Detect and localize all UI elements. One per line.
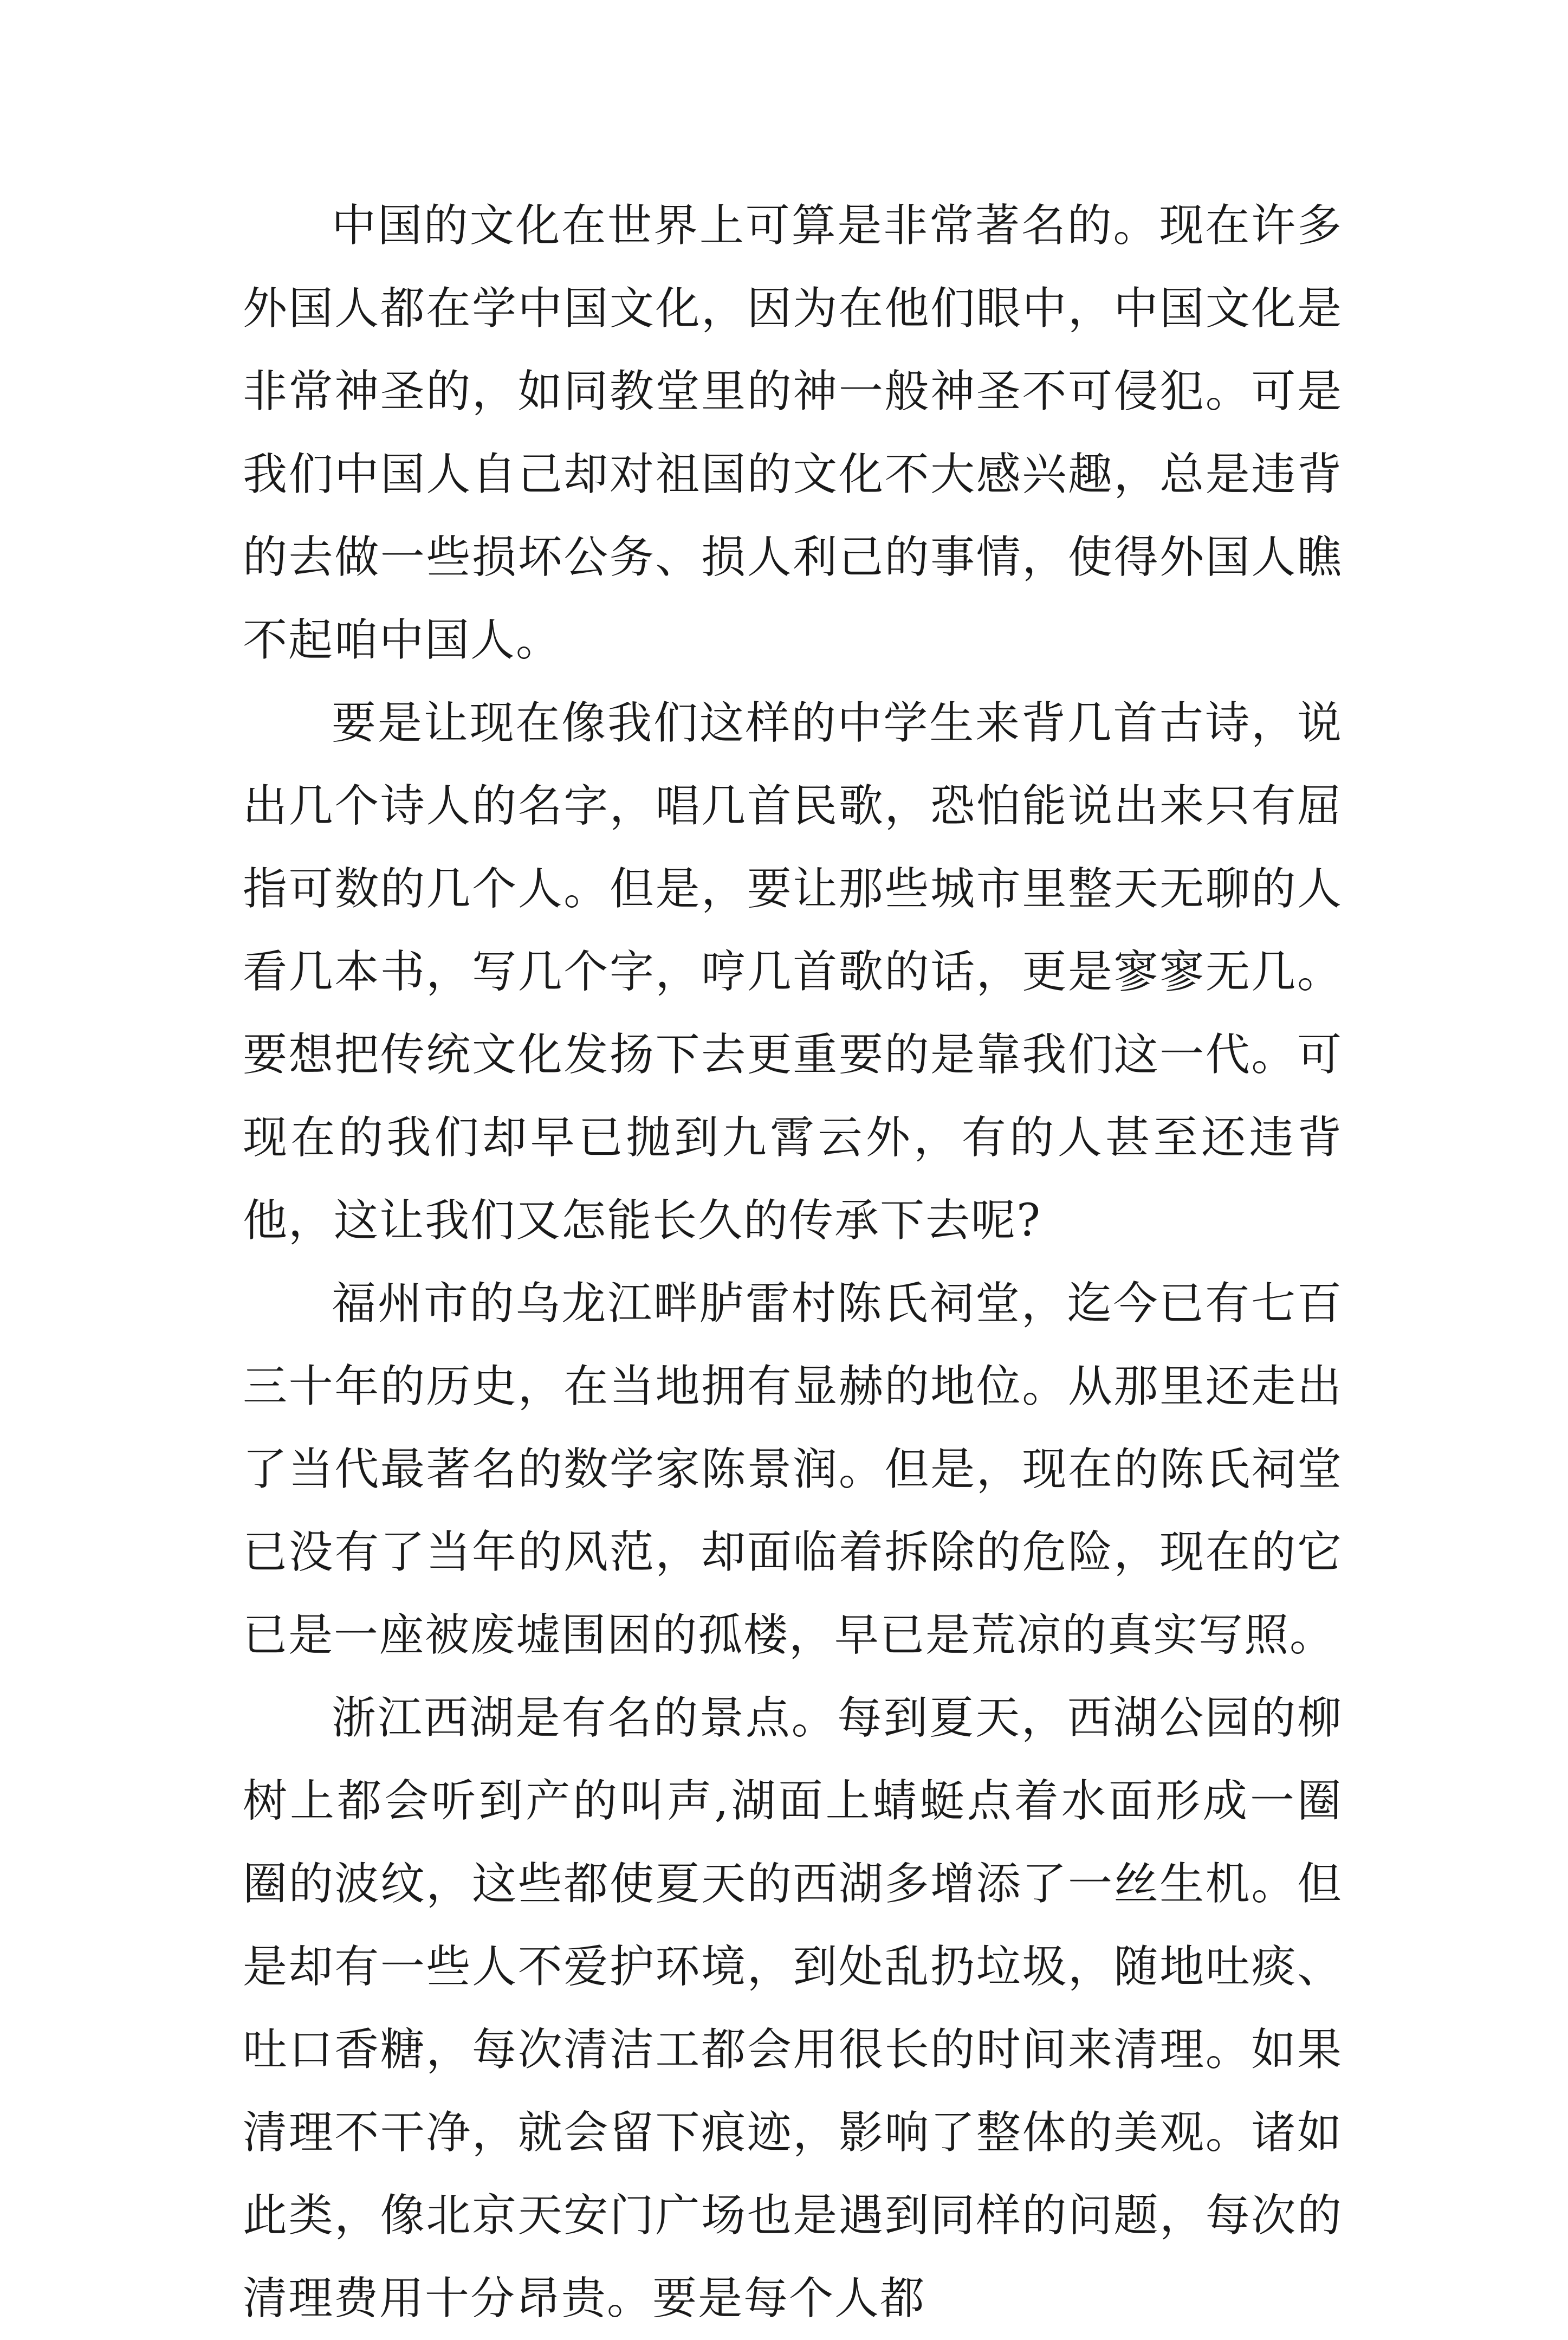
paragraph-chen-ancestral-hall: 福州市的乌龙江畔胪雷村陈氏祠堂，迄今已有七百三十年的历史，在当地拥有显赫的地位。从那里还走出了当代最著名的数学家陈景润。但是，现在的陈氏祠堂已没有了当年的风范，却面临着拆除的危险，现在的它已是一座被废墟围困的孤楼，早已是荒凉的真实写照。 bbox=[243, 1278, 1343, 1661]
paragraph-culture-intro: 中国的文化在世界上可算是非常著名的。现在许多外国人都在学中国文化，因为在他们眼中，中国文化是非常神圣的，如同教堂里的神一般神圣不可侵犯。可是我们中国人自己却对祖国的文化不大感兴趣，总是违背的去做一些损坏公务、损人利己的事情，使得外国人瞧不起咱中国人。 bbox=[243, 200, 1343, 666]
body-text bbox=[243, 184, 1343, 2340]
paragraph-students-poetry: 要是让现在像我们这样的中学生来背几首古诗，说出几个诗人的名字，唱几首民歌，恐怕能说出来只有屈指可数的几个人。但是，要让那些城市里整天无聊的人看几本书，写几个字，哼几首歌的话，更是寥寥无几。要想把传统文化发扬下去更重要的是靠我们这一代。可现在的我们却早已抛到九霄云外，有的人甚至还违背他，这让我们又怎能长久的传承下去呢? bbox=[243, 697, 1343, 1246]
paragraph-west-lake: 浙江西湖是有名的景点。每到夏天，西湖公园的柳树上都会听到产的叫声,湖面上蜻蜓点着水面形成一圈圈的波纹，这些都使夏天的西湖多增添了一丝生机。但是却有一些人不爱护环境，到处乱扔垃圾，随地吐痰、吐口香糖，每次清洁工都会用很长的时间来清理。如果清理不干净，就会留下痕迹，影响了整体的美观。诸如此类，像北京天安门广场也是遇到同样的问题，每次的清理费用十分昂贵。要是每个人都 bbox=[243, 1692, 1343, 2324]
